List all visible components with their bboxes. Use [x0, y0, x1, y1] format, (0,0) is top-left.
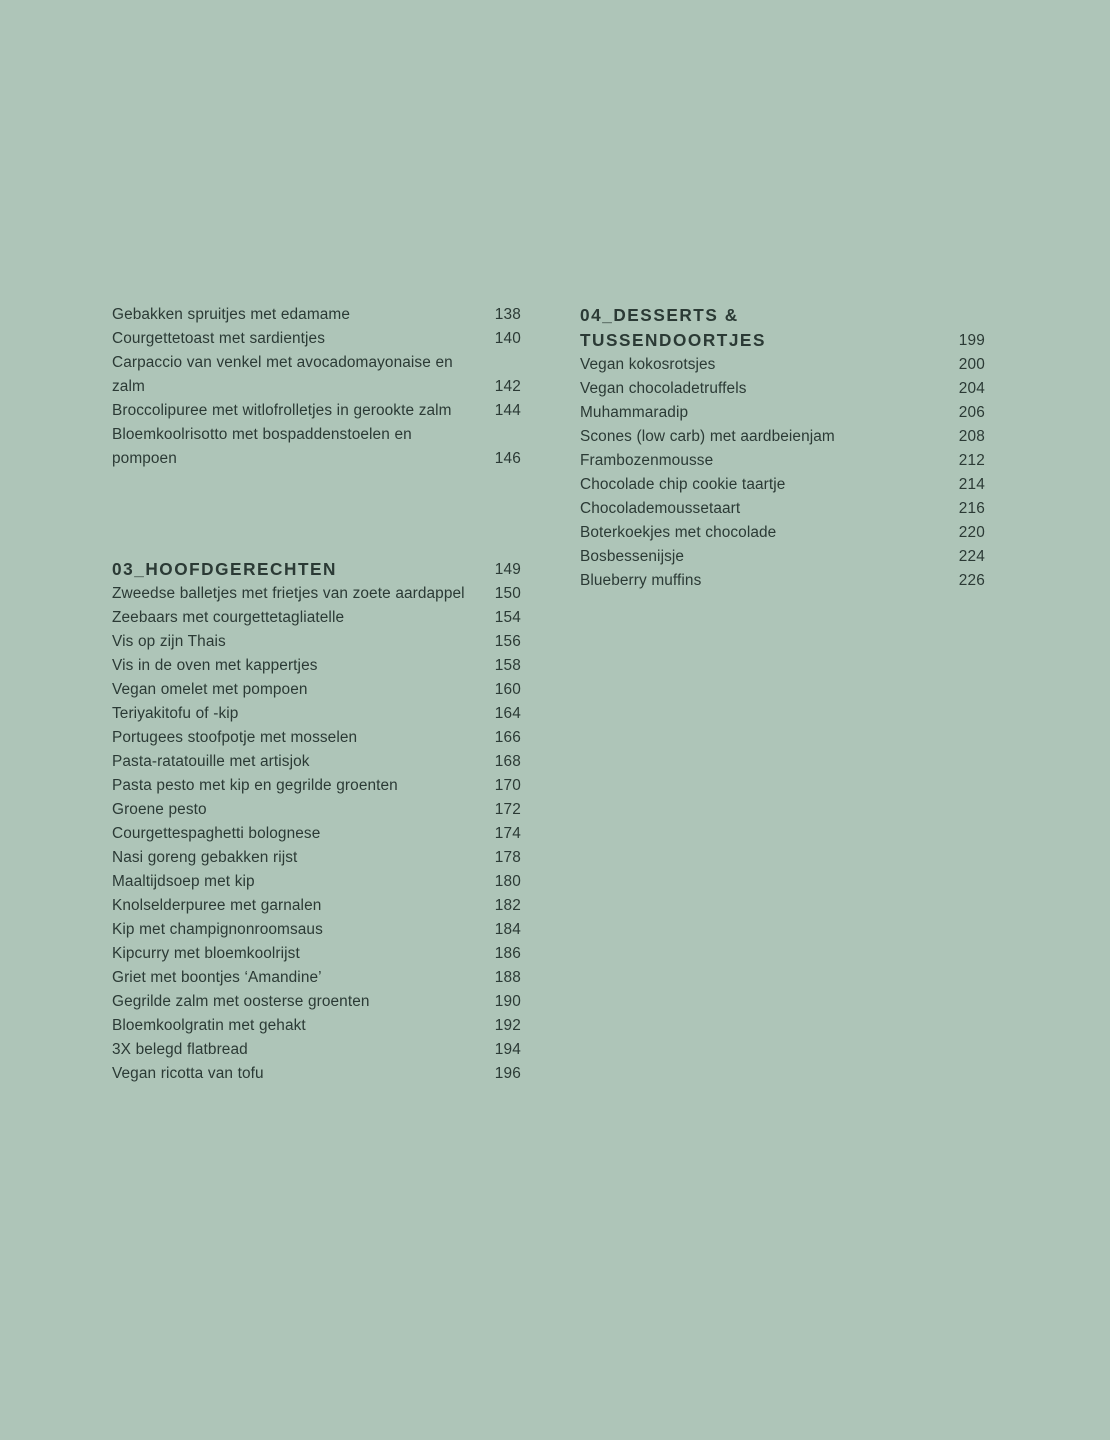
- toc-entry[interactable]: [112, 726, 521, 750]
- toc-entry-page-number: 226: [958, 572, 985, 589]
- toc-entry-title: Gegrilde zalm met oosterse groenten: [112, 993, 370, 1010]
- toc-group-hoofdgerechten: [112, 582, 521, 1086]
- toc-entry-page-number: 204: [958, 380, 985, 397]
- toc-entry-title: Vegan omelet met pompoen: [112, 681, 308, 698]
- section-gap: [112, 471, 521, 557]
- toc-entry-title: Blueberry muffins: [580, 572, 702, 589]
- toc-entry-page-number: 142: [494, 378, 521, 395]
- toc-entry-title: Chocolademoussetaart: [580, 500, 741, 517]
- toc-entry-title: Vegan chocoladetruffels: [580, 380, 747, 397]
- toc-entry-title: Maaltijdsoep met kip: [112, 873, 255, 890]
- section-heading-label-line1: 04_DESSERTS &: [580, 305, 739, 325]
- toc-column-right: [580, 303, 985, 593]
- toc-entry-page-number: 186: [494, 945, 521, 962]
- toc-entry-page-number: 212: [958, 452, 985, 469]
- toc-entry-page-number: 208: [958, 428, 985, 445]
- toc-entry-title: Frambozenmousse: [580, 452, 714, 469]
- toc-entry-page-number: 154: [494, 609, 521, 626]
- toc-entry-title: Portugees stoofpotje met mosselen: [112, 729, 358, 746]
- toc-entry-title: Bloemkoolrisotto met bospaddenstoelen en pompoen: [112, 426, 412, 467]
- toc-entry-page-number: 180: [494, 873, 521, 890]
- toc-entry-page-number: 224: [958, 548, 985, 565]
- toc-entry-page-number: 216: [958, 500, 985, 517]
- toc-entry[interactable]: [112, 654, 521, 678]
- section-heading-label: 03_HOOFDGERECHTEN: [112, 559, 337, 579]
- toc-entry-page-number: 174: [494, 825, 521, 842]
- toc-entry[interactable]: [112, 1062, 521, 1086]
- toc-column-left: [112, 303, 521, 1086]
- toc-entry-page-number: 146: [494, 450, 521, 467]
- toc-entry[interactable]: [112, 846, 521, 870]
- toc-entry-page-number: 144: [494, 402, 521, 419]
- toc-entry-title: Gebakken spruitjes met edamame: [112, 306, 350, 323]
- toc-entry-title: Pasta-ratatouille met artisjok: [112, 753, 310, 770]
- section-heading-page-number: 149: [494, 561, 521, 578]
- toc-entry[interactable]: [112, 1038, 521, 1062]
- toc-entry-page-number: 200: [958, 356, 985, 373]
- toc-group-continued: [112, 303, 521, 471]
- toc-entry-title: Pasta pesto met kip en gegrilde groenten: [112, 777, 398, 794]
- toc-entry[interactable]: [580, 473, 985, 497]
- toc-entry[interactable]: [580, 521, 985, 545]
- toc-entry[interactable]: [112, 606, 521, 630]
- toc-entry[interactable]: [112, 822, 521, 846]
- toc-entry-title: Knolselderpuree met garnalen: [112, 897, 322, 914]
- toc-entry-title: Carpaccio van venkel met avocadomayonaise en zalm: [112, 354, 453, 395]
- toc-entry[interactable]: [112, 423, 521, 471]
- toc-entry-title: Zweedse balletjes met frietjes van zoete aardappel: [112, 585, 465, 602]
- toc-entry-title: Zeebaars met courgettetagliatelle: [112, 609, 345, 626]
- toc-entry[interactable]: [112, 327, 521, 351]
- toc-entry-page-number: 138: [494, 306, 521, 323]
- toc-entry[interactable]: [580, 425, 985, 449]
- toc-entry-title: Kip met champignonroomsaus: [112, 921, 323, 938]
- toc-entry[interactable]: [580, 545, 985, 569]
- toc-entry-title: Courgettetoast met sardientjes: [112, 330, 325, 347]
- toc-entry[interactable]: [112, 1014, 521, 1038]
- toc-entry[interactable]: [112, 918, 521, 942]
- toc-entry[interactable]: [580, 377, 985, 401]
- section-heading-desserts: [580, 303, 985, 353]
- toc-entry[interactable]: [112, 303, 521, 327]
- toc-entry-page-number: 190: [494, 993, 521, 1010]
- toc-entry-title: Vegan kokosrotsjes: [580, 356, 716, 373]
- section-heading-label-line2: TUSSENDOORTJES: [580, 330, 766, 350]
- toc-entry-title: Teriyakitofu of -kip: [112, 705, 239, 722]
- toc-entry-page-number: 196: [494, 1065, 521, 1082]
- toc-entry-title: Broccolipuree met witlofrolletjes in gerookte zalm: [112, 402, 452, 419]
- toc-entry-page-number: 172: [494, 801, 521, 818]
- toc-entry-page-number: 220: [958, 524, 985, 541]
- toc-entry-title: Groene pesto: [112, 801, 207, 818]
- toc-entry[interactable]: [580, 401, 985, 425]
- toc-entry-title: Chocolade chip cookie taartje: [580, 476, 786, 493]
- toc-entry-page-number: 156: [494, 633, 521, 650]
- toc-entry-page-number: 164: [494, 705, 521, 722]
- toc-group-desserts: [580, 353, 985, 593]
- toc-entry-title: Bloemkoolgratin met gehakt: [112, 1017, 306, 1034]
- section-heading-page-number: 199: [958, 332, 985, 349]
- toc-entry-title: Vis in de oven met kappertjes: [112, 657, 318, 674]
- toc-entry-title: Bosbessenijsje: [580, 548, 685, 565]
- toc-entry-title: 3X belegd flatbread: [112, 1041, 248, 1058]
- toc-entry[interactable]: [112, 678, 521, 702]
- toc-entry-title: Boterkoekjes met chocolade: [580, 524, 777, 541]
- toc-entry[interactable]: [112, 630, 521, 654]
- toc-entry[interactable]: [112, 894, 521, 918]
- toc-entry-page-number: 170: [494, 777, 521, 794]
- toc-entry-page-number: 140: [494, 330, 521, 347]
- toc-entry-title: Scones (low carb) met aardbeienjam: [580, 428, 835, 445]
- toc-entry[interactable]: [112, 399, 521, 423]
- toc-entry-title: Kipcurry met bloemkoolrijst: [112, 945, 300, 962]
- toc-entry-page-number: 182: [494, 897, 521, 914]
- toc-entry-page-number: 160: [494, 681, 521, 698]
- toc-entry-page-number: 194: [494, 1041, 521, 1058]
- toc-entry-page-number: 206: [958, 404, 985, 421]
- toc-entry[interactable]: [112, 774, 521, 798]
- toc-entry-title: Courgettespaghetti bolognese: [112, 825, 321, 842]
- toc-entry-page-number: 150: [494, 585, 521, 602]
- toc-entry-page-number: 178: [494, 849, 521, 866]
- toc-entry-page-number: 192: [494, 1017, 521, 1034]
- toc-entry[interactable]: [112, 990, 521, 1014]
- toc-entry-page-number: 188: [494, 969, 521, 986]
- toc-entry[interactable]: [112, 351, 521, 399]
- toc-entry[interactable]: [112, 582, 521, 606]
- toc-entry-title: Nasi goreng gebakken rijst: [112, 849, 298, 866]
- toc-entry[interactable]: [112, 966, 521, 990]
- toc-entry-page-number: 214: [958, 476, 985, 493]
- toc-entry-title: Vis op zijn Thais: [112, 633, 226, 650]
- toc-entry[interactable]: [580, 449, 985, 473]
- toc-entry[interactable]: [580, 497, 985, 521]
- toc-entry[interactable]: [580, 569, 985, 593]
- toc-entry[interactable]: [112, 942, 521, 966]
- toc-entry-page-number: 166: [494, 729, 521, 746]
- section-heading-hoofdgerechten: [112, 557, 521, 582]
- toc-entry-title: Muhammaradip: [580, 404, 689, 421]
- toc-entry-title: Griet met boontjes ‘Amandine’: [112, 969, 322, 986]
- toc-entry[interactable]: [580, 353, 985, 377]
- toc-entry[interactable]: [112, 702, 521, 726]
- toc-entry-page-number: 184: [494, 921, 521, 938]
- toc-entry[interactable]: [112, 750, 521, 774]
- toc-entry[interactable]: [112, 798, 521, 822]
- toc-entry-page-number: 158: [494, 657, 521, 674]
- toc-entry-title: Vegan ricotta van tofu: [112, 1065, 264, 1082]
- toc-entry[interactable]: [112, 870, 521, 894]
- toc-entry-page-number: 168: [494, 753, 521, 770]
